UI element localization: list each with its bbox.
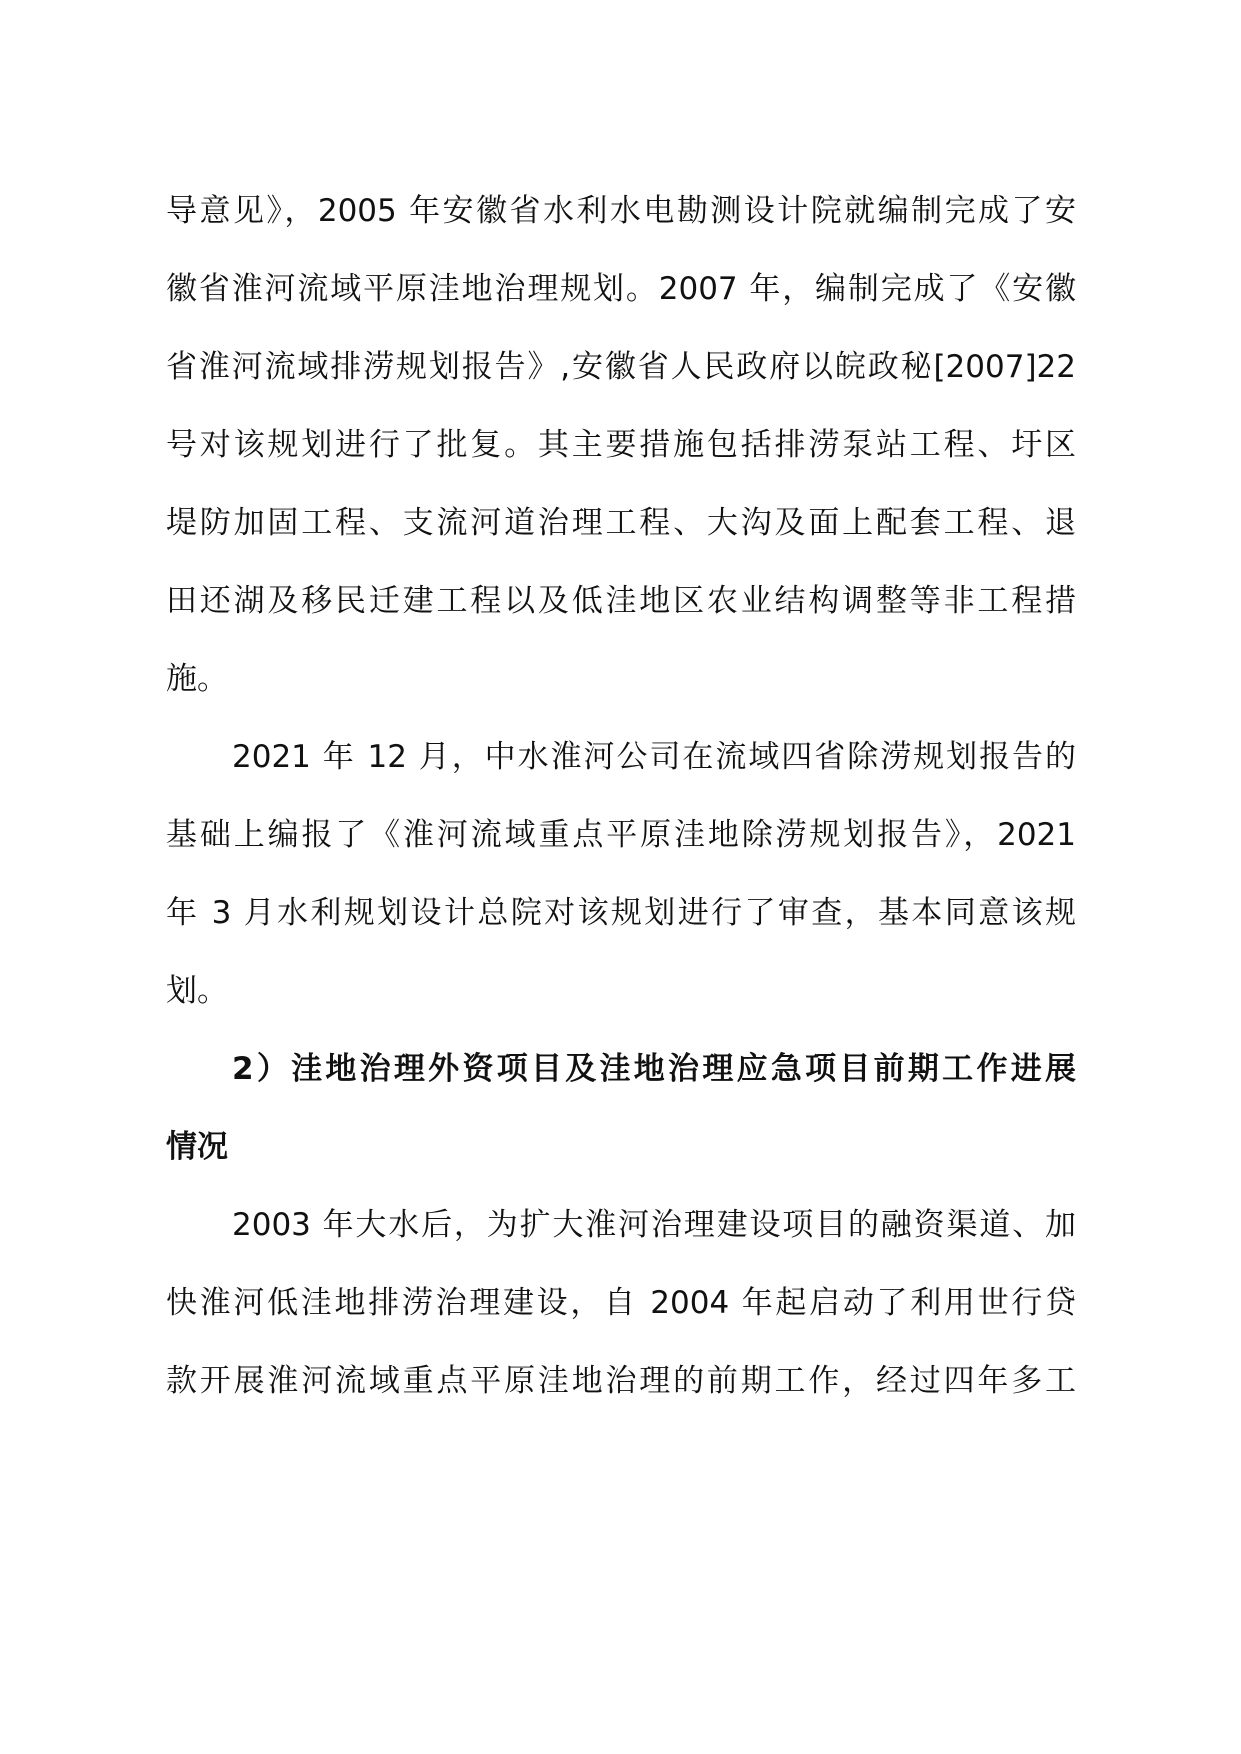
paragraph-line: 施。 <box>166 661 228 697</box>
paragraph-line: 年 3 月水利规划设计总院对该规划进行了审查，基本同意该规 <box>166 895 1076 931</box>
paragraph-line: 号对该规划进行了批复。其主要措施包括排涝泵站工程、圩区 <box>166 427 1076 463</box>
paragraph-line: 堤防加固工程、支流河道治理工程、大沟及面上配套工程、退 <box>166 505 1076 541</box>
paragraph-line: 划。 <box>166 973 228 1009</box>
paragraph-line: 款开展淮河流域重点平原洼地治理的前期工作，经过四年多工 <box>166 1363 1076 1399</box>
paragraph-line: 快淮河低洼地排涝治理建设，自 2004 年起启动了利用世行贷 <box>166 1285 1076 1321</box>
section-heading: 情况 <box>166 1129 228 1165</box>
paragraph-line: 田还湖及移民迁建工程以及低洼地区农业结构调整等非工程措 <box>166 583 1076 619</box>
paragraph-line: 导意见》，2005 年安徽省水利水电勘测设计院就编制完成了安 <box>166 193 1076 229</box>
section-heading: 2）洼地治理外资项目及洼地治理应急项目前期工作进展 <box>232 1051 1076 1087</box>
paragraph-line: 省淮河流域排涝规划报告》,安徽省人民政府以皖政秘[2007]22 <box>166 349 1076 385</box>
paragraph-line: 2003 年大水后，为扩大淮河治理建设项目的融资渠道、加 <box>232 1207 1076 1243</box>
paragraph-line: 2021 年 12 月，中水淮河公司在流域四省除涝规划报告的 <box>232 739 1076 775</box>
paragraph-line: 基础上编报了《淮河流域重点平原洼地除涝规划报告》，2021 <box>166 817 1076 853</box>
paragraph-line: 徽省淮河流域平原洼地治理规划。2007 年，编制完成了《安徽 <box>166 271 1076 307</box>
